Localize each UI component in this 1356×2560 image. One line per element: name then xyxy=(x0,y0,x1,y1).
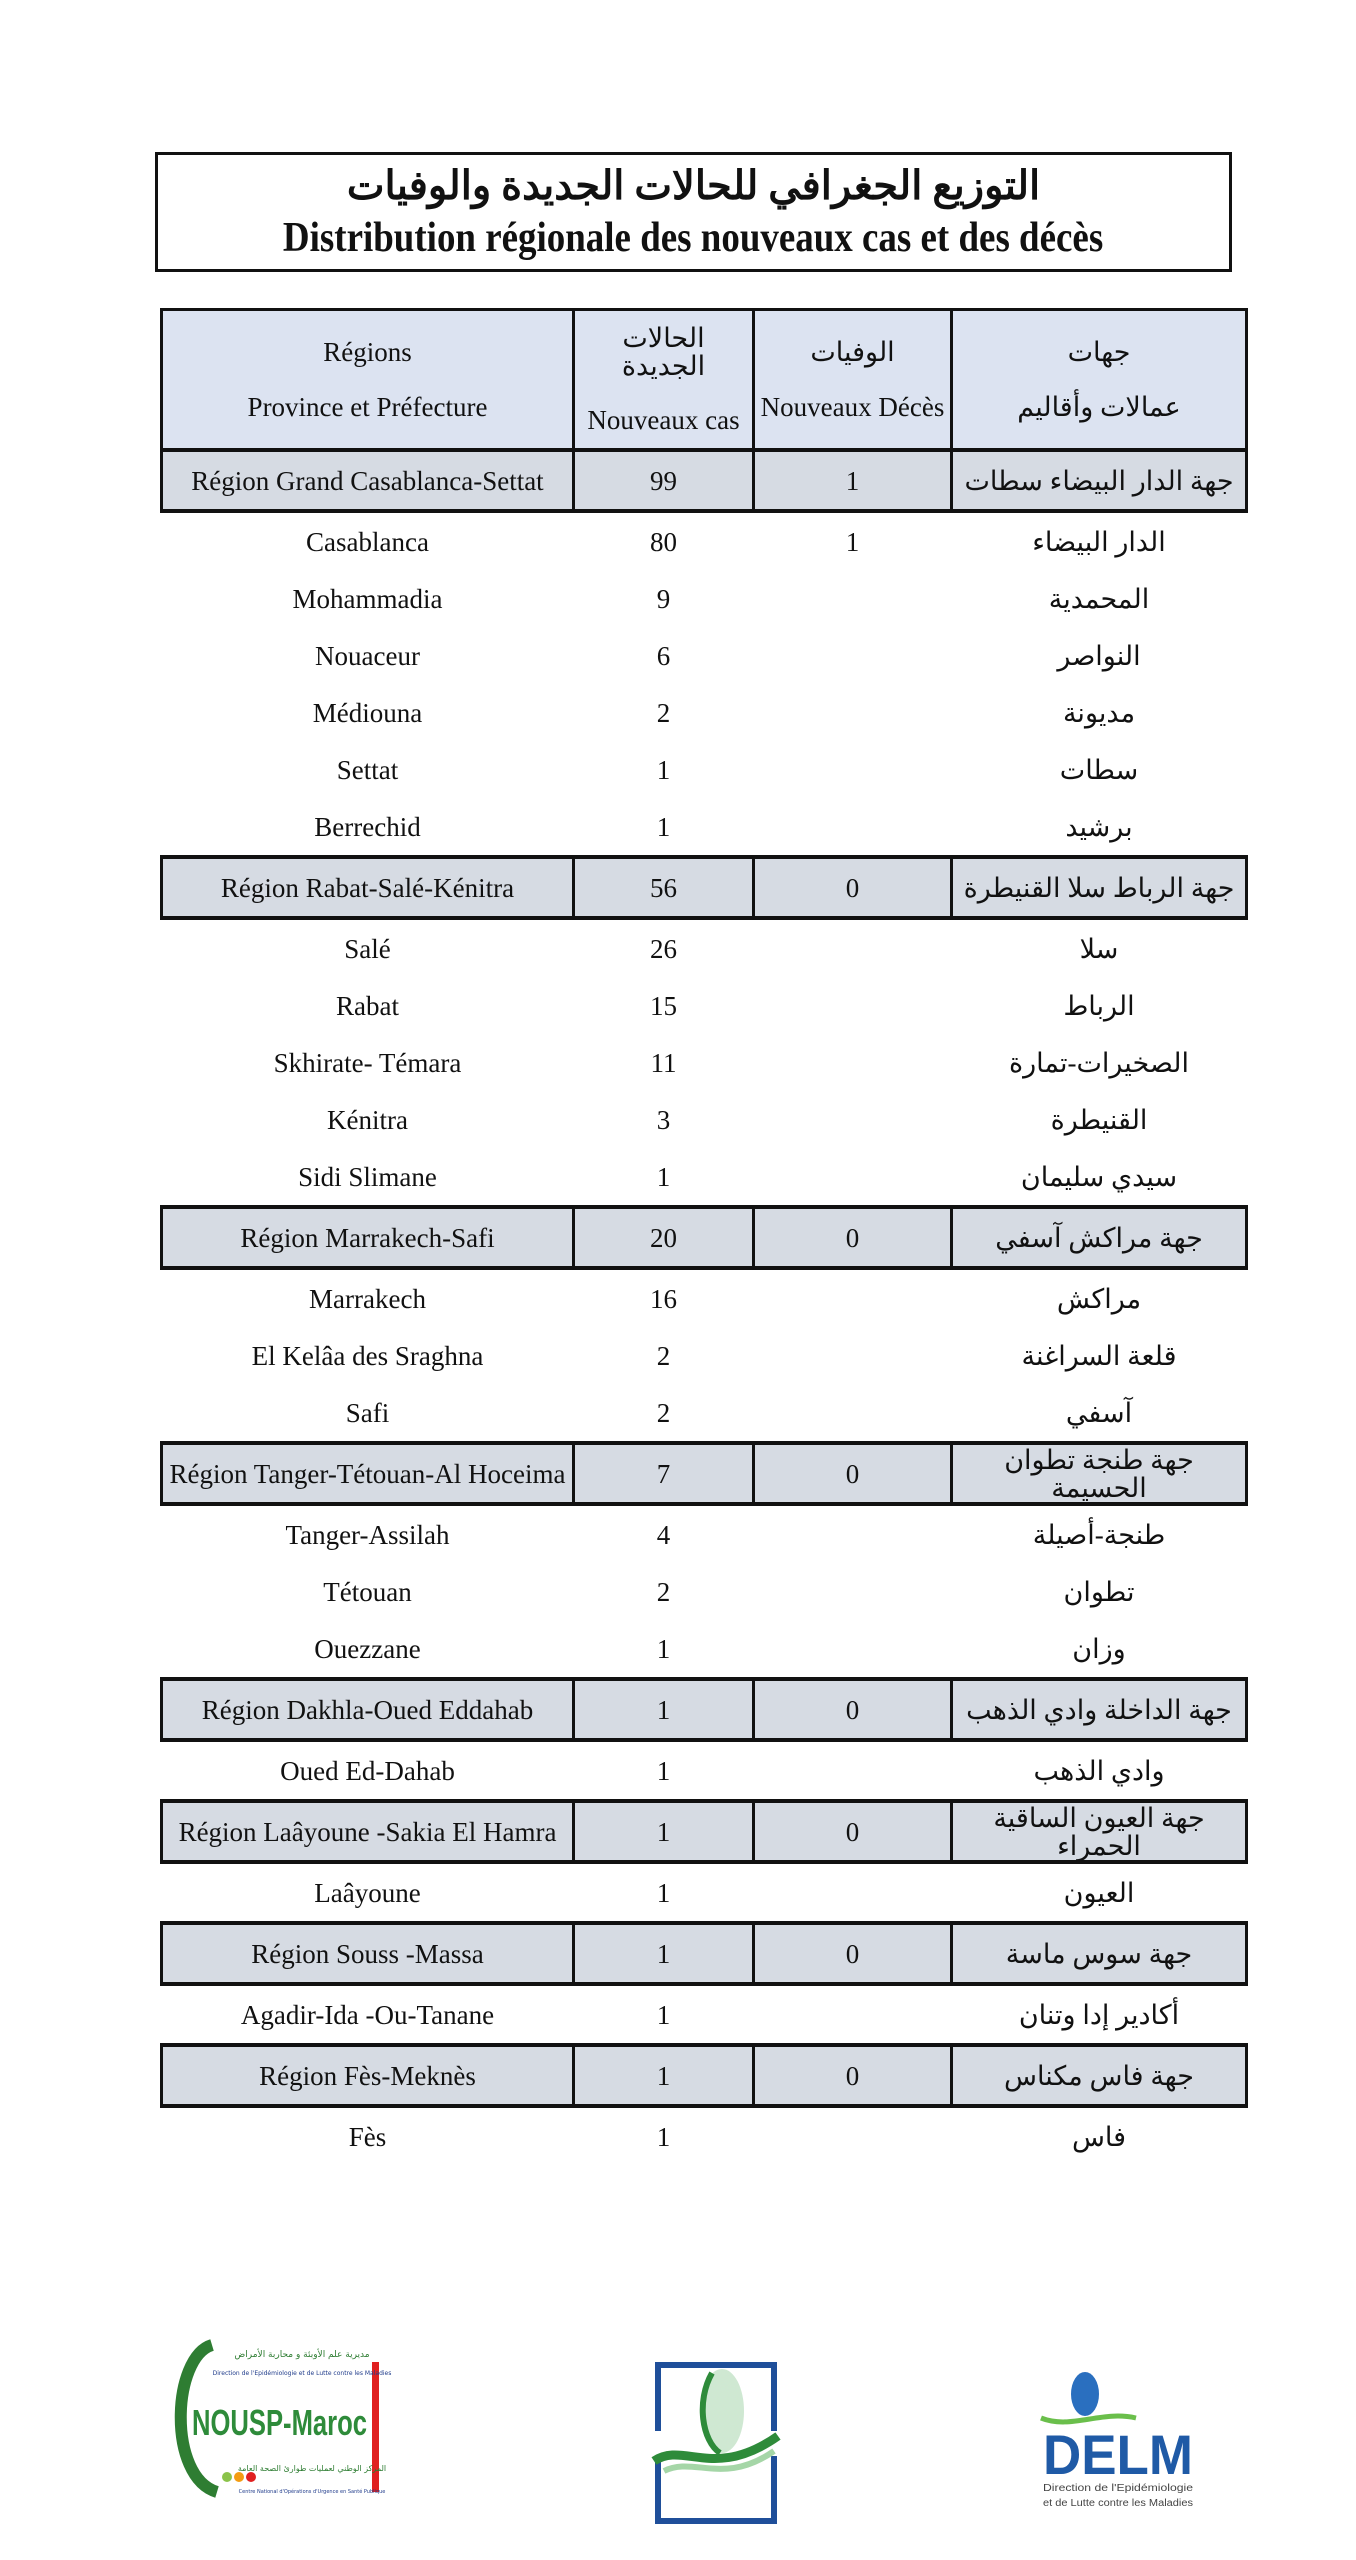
cell-new-deaths xyxy=(754,741,952,798)
cell-new-deaths: 1 xyxy=(754,450,952,511)
cell-new-cases: 1 xyxy=(574,1801,754,1862)
cell-arabic-name: مراكش xyxy=(1056,1283,1142,1314)
cell-name: Région Laâyoune -Sakia El Hamra xyxy=(162,1801,574,1862)
nousp-maroc-logo xyxy=(172,2337,392,2502)
region-row xyxy=(162,857,1247,918)
cell-arabic-name: جهة طنجة تطوان الحسيمة xyxy=(952,1443,1247,1504)
title-french: Distribution régionale des nouveaux cas et des décès xyxy=(283,215,1104,261)
cell-new-deaths xyxy=(754,918,952,977)
province-row xyxy=(162,1984,1247,2045)
cell-new-deaths: 0 xyxy=(754,1923,952,1984)
province-row xyxy=(162,741,1247,798)
svg-text:et de Lutte contre les Maladie: et de Lutte contre les Maladies xyxy=(1043,2498,1193,2509)
cell-new-cases: 15 xyxy=(650,990,677,1021)
cell-new-cases: 2 xyxy=(656,1340,671,1371)
cell-new-cases: 3 xyxy=(656,1104,671,1135)
cell-new-cases: 1 xyxy=(656,1633,671,1664)
svg-text:Direction de l'Epidémiologie: Direction de l'Epidémiologie xyxy=(1043,2483,1194,2494)
province-row xyxy=(162,2106,1247,2165)
table-header xyxy=(162,310,1247,451)
cell-new-deaths xyxy=(754,1091,952,1148)
svg-text:مديرية علم الأوبئة و محاربة ال: مديرية علم الأوبئة و محاربة الأمراض xyxy=(234,2350,370,2360)
cell-arabic-name: القنيطرة xyxy=(1050,1104,1148,1135)
region-row xyxy=(162,1207,1247,1268)
province-row xyxy=(162,627,1247,684)
province-row xyxy=(162,511,1247,570)
cell-new-cases: 1 xyxy=(574,1923,754,1984)
province-row xyxy=(162,1740,1247,1801)
header-label: Province et Préfecture xyxy=(247,391,488,422)
cell-new-deaths xyxy=(754,570,952,627)
province-row xyxy=(162,977,1247,1034)
cell-name: Région Dakhla-Oued Eddahab xyxy=(162,1679,574,1740)
title-french-line xyxy=(158,213,1229,263)
delm-logo xyxy=(1041,2370,1196,2510)
cell-name: Salé xyxy=(344,933,391,964)
cell-name: Nouaceur xyxy=(315,640,420,671)
province-row xyxy=(162,1384,1247,1443)
cell-new-cases: 1 xyxy=(656,754,671,785)
cell-arabic-name: الدار البيضاء xyxy=(1032,526,1166,557)
cell-new-cases: 1 xyxy=(656,1161,671,1192)
cell-new-cases: 1 xyxy=(656,1999,671,2030)
cell-new-cases: 1 xyxy=(574,2045,754,2106)
cell-new-deaths xyxy=(754,1148,952,1207)
svg-text:Centre National d'Opérations d: Centre National d'Opérations d'Urgence en Santé Publique xyxy=(238,2489,386,2495)
cell-arabic-name: الرباط xyxy=(1063,990,1135,1021)
header-label: Régions xyxy=(323,336,412,367)
cell-arabic-name: قلعة السراغنة xyxy=(1021,1340,1177,1371)
province-row xyxy=(162,1148,1247,1207)
cell-arabic-name: جهة العيون الساقية الحمراء xyxy=(952,1801,1247,1862)
region-row xyxy=(162,2045,1247,2106)
svg-text:المركز الوطني لعمليات طوارئ ال: المركز الوطني لعمليات طوارئ الصحة العامة xyxy=(237,2464,387,2473)
header-arabic-regions xyxy=(952,310,1247,451)
province-row xyxy=(162,1504,1247,1563)
cell-arabic-name: العيون xyxy=(1063,1877,1135,1908)
cell-new-cases: 1 xyxy=(574,1679,754,1740)
cell-new-deaths: 0 xyxy=(754,857,952,918)
cell-new-deaths xyxy=(754,684,952,741)
distribution-table xyxy=(160,308,1248,2165)
cell-arabic-name: سيدي سليمان xyxy=(1020,1161,1178,1192)
cell-arabic-name: جهة سوس ماسة xyxy=(952,1923,1247,1984)
cell-new-deaths xyxy=(754,1327,952,1384)
cell-new-cases: 1 xyxy=(656,1755,671,1786)
region-row xyxy=(162,1923,1247,1984)
header-label: Nouveaux Décès xyxy=(760,391,945,422)
cell-new-cases: 1 xyxy=(656,811,671,842)
cell-arabic-name: آسفي xyxy=(1065,1397,1133,1428)
cell-arabic-name: المحمدية xyxy=(1048,583,1150,614)
province-row xyxy=(162,1620,1247,1679)
cell-arabic-name: سطات xyxy=(1059,754,1139,785)
cell-name: Région Souss -Massa xyxy=(162,1923,574,1984)
cell-new-cases: 9 xyxy=(656,583,671,614)
cell-new-deaths: 0 xyxy=(754,1443,952,1504)
cell-name: Médiouna xyxy=(312,697,423,728)
cell-name: Rabat xyxy=(336,990,399,1021)
cell-arabic-name: جهة الدار البيضاء سطات xyxy=(952,450,1247,511)
cell-name: Région Tanger-Tétouan-Al Hoceima xyxy=(162,1443,574,1504)
cell-new-deaths xyxy=(754,798,952,857)
province-row xyxy=(162,570,1247,627)
cell-name: Laâyoune xyxy=(314,1877,421,1908)
header-regions xyxy=(162,310,574,451)
region-row xyxy=(162,1801,1247,1862)
cell-arabic-name: مديونة xyxy=(1062,697,1136,728)
ministry-emblem-logo xyxy=(654,2361,778,2525)
cell-new-deaths xyxy=(754,1268,952,1327)
cell-new-cases: 2 xyxy=(656,697,671,728)
title-box xyxy=(155,152,1232,272)
province-row xyxy=(162,798,1247,857)
cell-new-cases: 11 xyxy=(650,1047,677,1078)
cell-arabic-name: جهة الداخلة وادي الذهب xyxy=(952,1679,1247,1740)
cell-arabic-name: أكادير إدا وتنان xyxy=(1018,1999,1180,2030)
cell-new-deaths xyxy=(754,1563,952,1620)
cell-name: Région Fès-Meknès xyxy=(162,2045,574,2106)
cell-new-cases: 26 xyxy=(650,933,677,964)
header-label: عمالات وأقاليم xyxy=(1017,391,1181,422)
cell-new-deaths xyxy=(754,1984,952,2045)
cell-new-deaths: 0 xyxy=(754,1207,952,1268)
header-label: Nouveaux cas xyxy=(587,405,740,435)
cell-name: Oued Ed-Dahab xyxy=(280,1755,455,1786)
cell-arabic-name: الصخيرات-تمارة xyxy=(1008,1047,1190,1078)
svg-text:DELM: DELM xyxy=(1043,2423,1193,2486)
cell-arabic-name: فاس xyxy=(1071,2121,1127,2152)
cell-arabic-name: برشيد xyxy=(1065,811,1133,842)
cell-name: Berrechid xyxy=(314,811,421,842)
cell-new-deaths xyxy=(754,1740,952,1801)
cell-new-cases: 1 xyxy=(656,1877,671,1908)
cell-arabic-name: جهة مراكش آسفي xyxy=(952,1207,1247,1268)
cell-name: Settat xyxy=(336,754,399,785)
cell-name: El Kelâa des Sraghna xyxy=(251,1340,484,1371)
cell-name: Région Grand Casablanca-Settat xyxy=(162,450,574,511)
province-row xyxy=(162,684,1247,741)
cell-arabic-name: النواصر xyxy=(1057,640,1141,671)
cell-new-cases: 16 xyxy=(650,1283,677,1314)
cell-new-deaths xyxy=(754,1384,952,1443)
province-row xyxy=(162,1862,1247,1923)
province-row xyxy=(162,1034,1247,1091)
header-new-cases xyxy=(574,310,754,451)
cell-new-cases: 56 xyxy=(574,857,754,918)
cell-name: Tétouan xyxy=(323,1576,412,1607)
cell-name: Agadir-Ida -Ou-Tanane xyxy=(240,1999,495,2030)
header-label: الوفيات xyxy=(810,336,895,367)
cell-new-deaths xyxy=(754,1862,952,1923)
cell-new-cases: 6 xyxy=(656,640,671,671)
cell-arabic-name: تطوان xyxy=(1063,1576,1135,1607)
cell-new-deaths: 0 xyxy=(754,1801,952,1862)
cell-new-deaths xyxy=(754,1504,952,1563)
cell-new-cases: 2 xyxy=(656,1397,671,1428)
cell-new-deaths: 0 xyxy=(754,2045,952,2106)
cell-new-cases: 80 xyxy=(650,526,677,557)
cell-name: Tanger-Assilah xyxy=(285,1519,450,1550)
cell-arabic-name: طنجة-أصيلة xyxy=(1032,1519,1166,1550)
title-arabic: التوزيع الجغرافي للحالات الجديدة والوفيات xyxy=(346,163,1041,208)
header-label: جهات xyxy=(1067,336,1131,367)
region-row xyxy=(162,1679,1247,1740)
cell-name: Safi xyxy=(345,1397,390,1428)
cell-new-cases: 7 xyxy=(574,1443,754,1504)
province-row xyxy=(162,1327,1247,1384)
cell-arabic-name: جهة فاس مكناس xyxy=(952,2045,1247,2106)
cell-new-deaths xyxy=(754,2106,952,2165)
cell-new-cases: 1 xyxy=(656,2121,671,2152)
province-row xyxy=(162,1268,1247,1327)
cell-new-deaths xyxy=(754,1620,952,1679)
cell-name: Ouezzane xyxy=(314,1633,421,1664)
cell-new-cases: 4 xyxy=(656,1519,671,1550)
svg-text:NOUSP-Maroc: NOUSP-Maroc xyxy=(192,2402,367,2443)
cell-name: Marrakech xyxy=(309,1283,426,1314)
header-new-deaths xyxy=(754,310,952,451)
cell-new-deaths: 1 xyxy=(845,526,860,557)
cell-name: Fès xyxy=(348,2121,387,2152)
cell-name: Skhirate- Témara xyxy=(273,1047,462,1078)
cell-name: Sidi Slimane xyxy=(298,1161,437,1192)
cell-arabic-name: وادي الذهب xyxy=(1033,1755,1165,1786)
cell-arabic-name: سلا xyxy=(1079,933,1119,964)
region-row xyxy=(162,1443,1247,1504)
province-row xyxy=(162,1563,1247,1620)
cell-name: Kénitra xyxy=(327,1104,408,1135)
cell-name: Mohammadia xyxy=(292,583,443,614)
cell-arabic-name: جهة الرباط سلا القنيطرة xyxy=(952,857,1247,918)
cell-name: Casablanca xyxy=(306,526,429,557)
cell-new-deaths xyxy=(754,1034,952,1091)
cell-new-cases: 20 xyxy=(574,1207,754,1268)
cell-name: Région Marrakech-Safi xyxy=(162,1207,574,1268)
cell-new-deaths xyxy=(754,977,952,1034)
svg-text:Direction de l'Epidémiologie e: Direction de l'Epidémiologie et de Lutte contre les Maladies xyxy=(212,2370,392,2377)
cell-new-cases: 99 xyxy=(574,450,754,511)
province-row xyxy=(162,918,1247,977)
header-label: الحالات الجديدة xyxy=(621,323,706,381)
region-row xyxy=(162,450,1247,511)
cell-new-cases: 2 xyxy=(656,1576,671,1607)
province-row xyxy=(162,1091,1247,1148)
cell-arabic-name: وزان xyxy=(1072,1633,1126,1664)
cell-name: Région Rabat-Salé-Kénitra xyxy=(162,857,574,918)
cell-new-deaths xyxy=(754,627,952,684)
cell-new-deaths: 0 xyxy=(754,1679,952,1740)
